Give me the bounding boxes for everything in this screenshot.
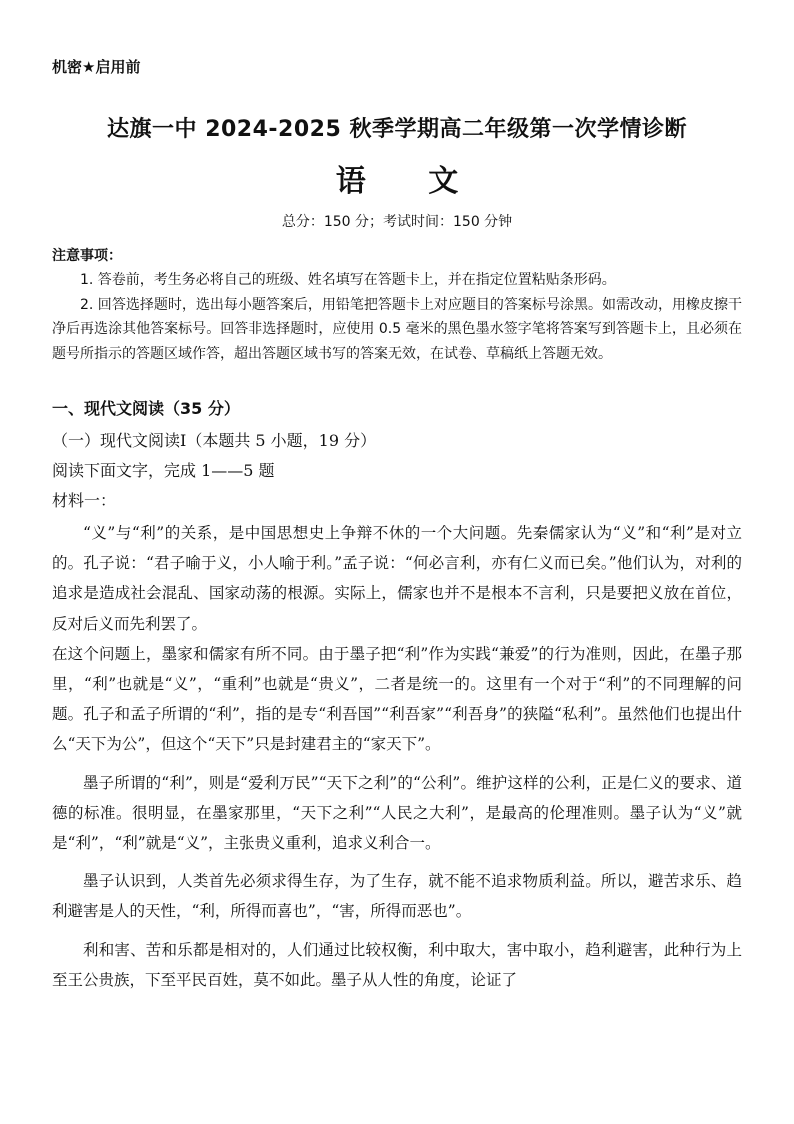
passage-paragraph: 在这个问题上，墨家和儒家有所不同。由于墨子把“利”作为实践“兼爱”的行为准则，因此，在墨子那里，“利”也就是“义”，“重利”也就是“贵义”，二者是统一的。这里有一个对于“利”的不同理解的问题。孔子和孟子所谓的“利”，指的是专“利吾国”“利吾家”“利吾身”的狭隘“私利”。虽然他们也提出什么“天下为公”，但这个“天下”只是封建君主的“家天下”。 (52, 644, 742, 754)
passage-paragraph: 利和害、苦和乐都是相对的，人们通过比较权衡，利中取大，害中取小，趋利避害，此种行为上至王公贵族，下至平民百姓，莫不如此。墨子从人性的角度，论证了 (52, 940, 742, 989)
notes-list (52, 268, 742, 366)
note-item: 1. 答卷前，考生务必将自己的班级、姓名填写在答题卡上，并在指定位置粘贴条形码。 (80, 272, 616, 288)
passage-paragraph: 墨子认识到，人类首先必须求得生存，为了生存，就不能不追求物质利益。所以，避苦求乐、趋利避害是人的天性，“利，所得而喜也”，“害，所得而恶也”。 (52, 872, 742, 921)
score-time-info: 总分：150 分；考试时间：150 分钟 (281, 214, 513, 230)
confidential-label: 机密★启用前 (52, 58, 141, 76)
material-label: 材料一： (52, 491, 117, 510)
note-item: 2. 回答选择题时，选出每小题答案后，用铅笔把答题卡上对应题目的答案标号涂黑。如需改动，用橡皮擦干净后再选涂其他答案标号。回答非选择题时，应使用 0.5 毫米的黑色墨水签字笔将答案写到答题卡上，且必须在题号所指示的答题区域作答，超出答题区域书写的答案无效，在试卷、草稿纸上答题无效。 (52, 296, 742, 362)
passage-paragraph: “义”与“利”的关系，是中国思想史上争辩不休的一个大问题。先秦儒家认为“义”和“利”是对立的。孔子说：“君子喻于义，小人喻于利。”孟子说：“何必言利，亦有仁义而已矣。”他们认为，对利的追求是造成社会混乱、国家动荡的根源。实际上，儒家也并不是根本不言利，只是要把义放在首位，反对后义而先利罢了。 (52, 524, 742, 633)
notes-heading: 注意事项： (52, 248, 122, 264)
subject-title: 语 文 (335, 164, 485, 199)
reading-instruction: 阅读下面文字，完成 1——5 题 (52, 461, 275, 480)
exam-title: 达旗一中 2024-2025 秋季学期高二年级第一次学情诊断 (107, 117, 687, 142)
passage-paragraph: 墨子所谓的“利”，则是“爱利万民”“天下之利”的“公利”。维护这样的公利，正是仁义的要求、道德的标准。很明显，在墨家那里，“天下之利”“人民之大利”，是最高的伦理准则。墨子认为“义”就是“利”，“利”就是“义”，主张贵义重利，追求义利合一。 (52, 773, 742, 853)
passage (52, 518, 742, 995)
section-title: 一、现代文阅读（35 分） (52, 399, 240, 418)
subsection-title: （一）现代文阅读Ⅰ（本题共 5 小题，19 分） (52, 431, 377, 450)
